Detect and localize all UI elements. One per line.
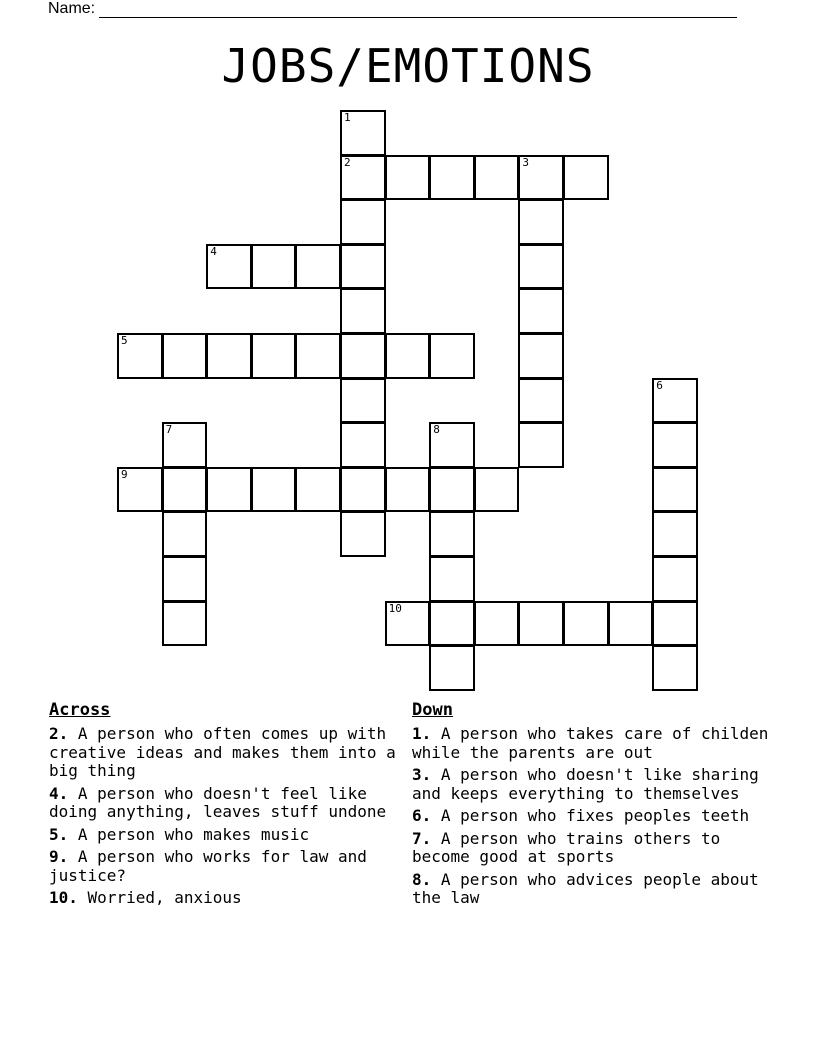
clue-number: 1: [344, 111, 351, 124]
clue-text: A person who fixes peoples teeth: [440, 806, 750, 825]
grid-cell[interactable]: [340, 155, 386, 201]
grid-cell[interactable]: [518, 288, 564, 334]
grid-cell[interactable]: [652, 378, 698, 424]
grid-cell[interactable]: [340, 288, 386, 334]
clue-num: 8.: [412, 869, 432, 889]
grid-cell[interactable]: [340, 467, 386, 513]
grid-cell[interactable]: [162, 333, 208, 379]
clue-number: 5: [121, 334, 128, 347]
grid-cell[interactable]: [385, 467, 431, 513]
grid-cell[interactable]: [652, 645, 698, 691]
clue-text: A person who often comes up with creative ideas and makes them into a big thing: [49, 724, 396, 780]
clue-number: 9: [121, 467, 128, 481]
grid-cell[interactable]: [518, 244, 564, 290]
name-label: Name:: [48, 0, 96, 17]
clue-text: A person who makes music: [77, 824, 310, 844]
clue-number: 10: [388, 601, 402, 615]
grid-cell[interactable]: [652, 601, 698, 647]
grid-cell[interactable]: [295, 333, 341, 379]
grid-cell[interactable]: [162, 556, 208, 602]
grid-cell[interactable]: [251, 467, 297, 513]
across-clues: [49, 700, 399, 912]
grid-cell[interactable]: [385, 333, 431, 379]
grid-cell[interactable]: [295, 244, 341, 290]
clue-item: [412, 725, 782, 762]
grid-cell[interactable]: [117, 333, 163, 379]
grid-cell[interactable]: [429, 333, 475, 379]
grid-cell[interactable]: [518, 422, 564, 468]
clue-text: A person who trains others to become good at sports: [412, 828, 721, 866]
grid-cell[interactable]: [385, 601, 431, 647]
grid-cell[interactable]: [518, 199, 564, 245]
grid-cell[interactable]: [251, 333, 297, 379]
down-clues: [412, 700, 782, 912]
grid-cell[interactable]: [429, 511, 475, 557]
clue-item: [49, 826, 399, 845]
grid-cell[interactable]: [518, 155, 564, 201]
grid-cell[interactable]: [563, 601, 609, 647]
grid-cell[interactable]: [474, 155, 520, 201]
grid-cell[interactable]: [429, 601, 475, 647]
clue-text: A person who doesn't like sharing and keeps everything to themselves: [412, 765, 759, 803]
clue-num: 10.: [49, 888, 78, 907]
grid-cell[interactable]: [429, 467, 475, 513]
grid-cell[interactable]: [340, 378, 386, 424]
grid-cell[interactable]: [652, 422, 698, 468]
puzzle-title: JOBS/EMOTIONS: [221, 39, 595, 93]
grid-cell[interactable]: [206, 244, 252, 290]
grid-cell[interactable]: [340, 511, 386, 557]
clue-text: A person who takes care of childen while the parents are out: [412, 724, 769, 762]
clue-item: [49, 889, 399, 908]
clue-item: [49, 848, 399, 885]
clue-num: 5.: [49, 824, 69, 844]
grid-cell[interactable]: [340, 333, 386, 379]
grid-cell[interactable]: [429, 155, 475, 201]
grid-cell[interactable]: [206, 467, 252, 513]
grid-cell[interactable]: [608, 601, 654, 647]
grid-cell[interactable]: [518, 378, 564, 424]
clue-item: [412, 871, 782, 908]
grid-cell[interactable]: [429, 422, 475, 468]
clue-text: Worried, anxious: [87, 888, 242, 907]
clue-num: 6.: [412, 806, 432, 825]
grid-cell[interactable]: [117, 467, 163, 513]
clue-item: [49, 725, 399, 781]
clue-number: 6: [656, 378, 663, 392]
grid-cell[interactable]: [340, 199, 386, 245]
clue-num: 1.: [412, 724, 432, 743]
grid-cell[interactable]: [340, 244, 386, 290]
grid-cell[interactable]: [251, 244, 297, 290]
clue-text: A person who advices people about the law: [412, 869, 759, 907]
grid-cell[interactable]: [206, 333, 252, 379]
clue-number: 8: [433, 423, 440, 437]
grid-cell[interactable]: [162, 467, 208, 513]
grid-cell[interactable]: [162, 601, 208, 647]
clue-item: [412, 807, 782, 826]
across-heading: Across: [49, 700, 111, 720]
clue-item: [412, 830, 782, 867]
clue-num: 9.: [49, 847, 69, 866]
grid-cell[interactable]: [518, 333, 564, 379]
clue-num: 2.: [49, 724, 69, 743]
grid-cell[interactable]: [429, 556, 475, 602]
grid-cell[interactable]: [474, 601, 520, 647]
grid-cell[interactable]: [652, 511, 698, 557]
down-heading: Down: [412, 700, 453, 720]
clue-item: [412, 766, 782, 803]
grid-cell[interactable]: [162, 422, 208, 468]
grid-cell[interactable]: [340, 110, 386, 156]
grid-cell[interactable]: [162, 511, 208, 557]
grid-cell[interactable]: [385, 155, 431, 201]
grid-cell[interactable]: [340, 422, 386, 468]
grid-cell[interactable]: [652, 556, 698, 602]
grid-cell[interactable]: [295, 467, 341, 513]
grid-cell[interactable]: [563, 155, 609, 201]
clue-number: 4: [210, 244, 217, 258]
clue-number: 3: [522, 155, 530, 169]
clue-number: 7: [165, 423, 173, 437]
clue-text: A person who works for law and justice?: [49, 847, 367, 885]
clue-num: 3.: [412, 765, 432, 784]
clue-num: 7.: [412, 828, 432, 848]
clue-number: 2: [344, 155, 351, 169]
grid-cell[interactable]: [518, 601, 564, 647]
grid-cell[interactable]: [429, 645, 475, 691]
grid-cell[interactable]: [652, 467, 698, 513]
grid-cell[interactable]: [474, 467, 520, 513]
clue-item: [49, 785, 399, 822]
clue-num: 4.: [49, 783, 69, 803]
clue-text: A person who doesn't feel like doing anything, leaves stuff undone: [49, 783, 387, 821]
